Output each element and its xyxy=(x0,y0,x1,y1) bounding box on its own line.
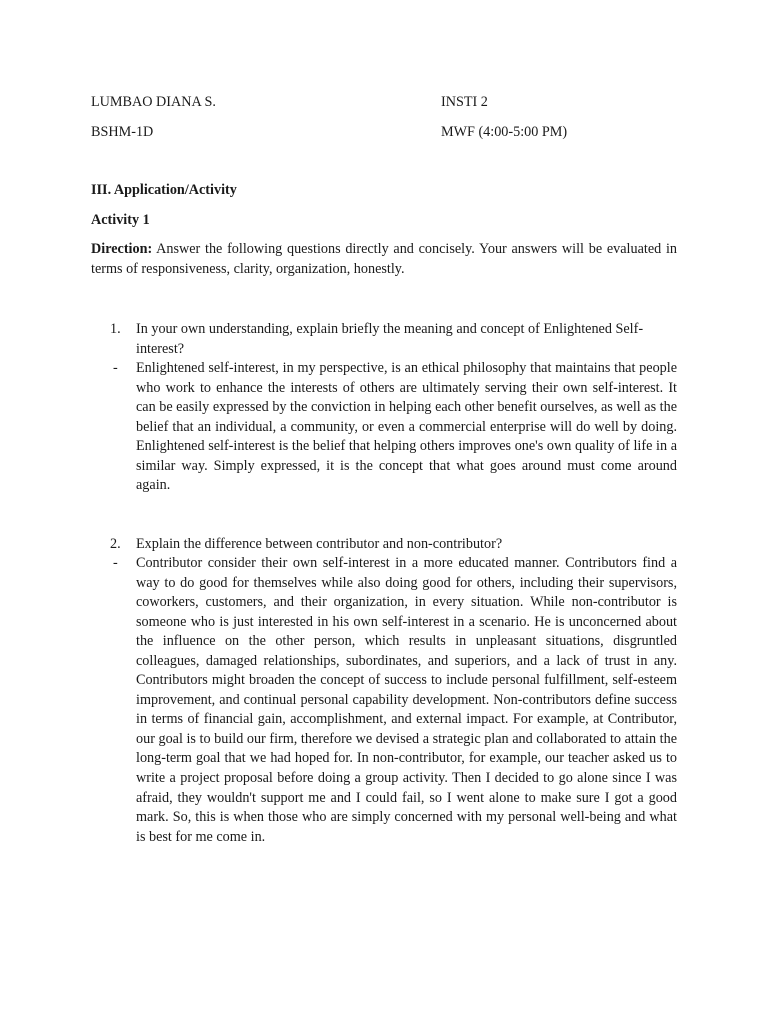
direction-text: Answer the following questions directly and concisely. Your answers will be evaluated in terms of responsiveness, clarity, organization, honestly. xyxy=(91,241,677,277)
question-1-text: In your own understanding, explain briefly the meaning and concept of Enlightened Self-interest? xyxy=(136,321,644,357)
question-2 xyxy=(110,535,677,555)
answer-2-text: Contributor consider their own self-interest in a more educated manner. Contributors find a way to do good for themselves while also doing good for others, including their supervisors, coworkers, customers, and their organization, in every situation. While non-contributor is someone who is just interested in his own self-interest in a scenario. He is unconcerned about the influence on the other person, which results in unpleasant situations, disgruntled colleagues, damaged relationships, subordinates, and superiors, and a lack of trust in any. Contributors might broaden the concept of success to include personal fulfillment, self-esteem improvement, and continual personal capability development. Non-contributors define success in terms of financial gain, accomplishment, and external impact. For example, at Contributor, our goal is to build our firm, therefore we devised a strategic plan and collaborated to attain the long-term goal that we had hoped for. In non-contributor, for example, our teacher asked us to write a project proposal before doing a group activity. Then I decided to go alone since I was afraid, they wouldn't support me and I could fail, so I went alone to make sure I got a good mark. So, this is when those who are simply concerned with my personal well-being and what is best for me come in. xyxy=(136,555,677,845)
student-name: LUMBAO DIANA S. xyxy=(91,94,216,110)
activity-title: Activity 1 xyxy=(91,212,150,228)
header-row-1 xyxy=(91,92,691,112)
question-2-text: Explain the difference between contributor and non-contributor? xyxy=(136,536,503,552)
question-2-number: 2. xyxy=(110,536,121,552)
answer-1-bullet: - xyxy=(113,360,118,376)
answer-1 xyxy=(113,359,677,496)
direction-label: Direction: xyxy=(91,241,153,257)
header-row-2 xyxy=(91,122,691,142)
student-section: BSHM-1D xyxy=(91,124,154,140)
answer-2-bullet: - xyxy=(113,555,118,571)
class-schedule: MWF (4:00-5:00 PM) xyxy=(441,124,568,140)
course-code: INSTI 2 xyxy=(441,94,488,110)
direction-paragraph xyxy=(91,240,677,279)
section-title: III. Application/Activity xyxy=(91,182,237,198)
answer-2 xyxy=(113,554,677,847)
answer-1-text: Enlightened self-interest, in my perspective, is an ethical philosophy that maintains that people who work to enhance the interests of others are ultimately serving their own self-interest. It can be easily expressed by the conviction in helping each other benefit ourselves, as well as the belief that an individual, a community, or even a commercial enterprise will do well by doing. Enlightened self-interest is the belief that helping others improves one's own quality of life in a similar way. Simply expressed, it is the concept that what goes around must come around again. xyxy=(136,360,677,494)
question-1 xyxy=(110,320,677,359)
question-1-number: 1. xyxy=(110,321,121,337)
